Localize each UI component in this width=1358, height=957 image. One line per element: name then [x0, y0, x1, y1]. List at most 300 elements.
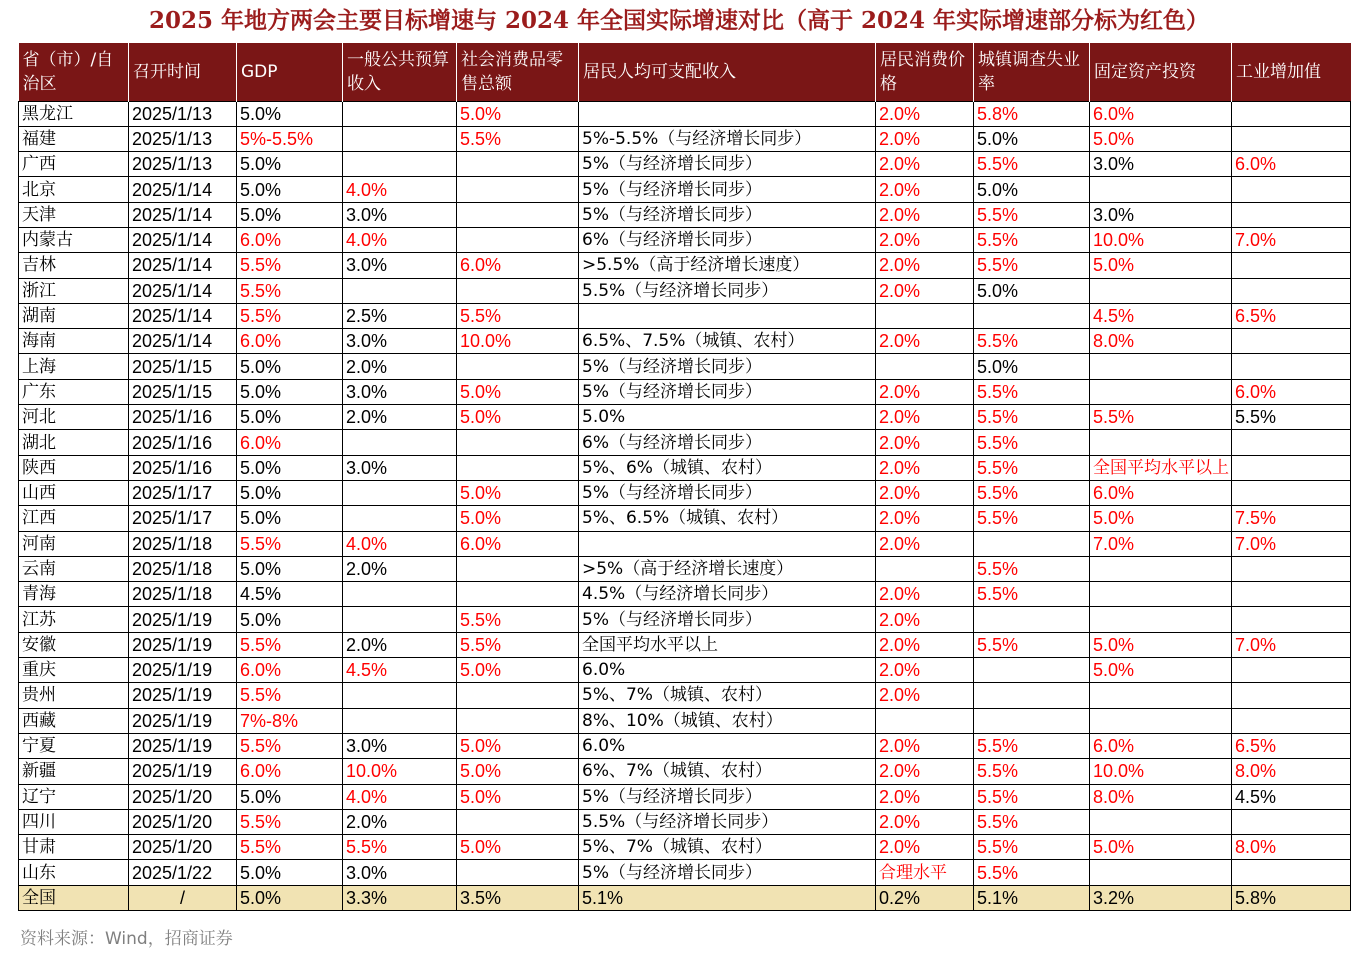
cell-industrial-value [1232, 278, 1351, 303]
cell-cpi: 2.0% [876, 683, 974, 708]
table-row [19, 177, 1351, 202]
cell-fixed-investment: 6.0% [1090, 480, 1232, 505]
cell-industrial-value: 7.0% [1232, 632, 1351, 657]
cell-province: 河南 [19, 531, 129, 556]
cell-cpi: 2.0% [876, 480, 974, 505]
cell-disposable-income: 全国平均水平以上 [579, 632, 876, 657]
cell-fixed-investment: 4.5% [1090, 303, 1232, 328]
cell-retail-sales: 5.5% [457, 126, 579, 151]
cell-province: 湖南 [19, 303, 129, 328]
cell-date: 2025/1/19 [129, 683, 237, 708]
cell-cpi: 2.0% [876, 607, 974, 632]
cell-retail-sales [457, 354, 579, 379]
cell-industrial-value [1232, 860, 1351, 885]
header-cpi: 居民消费价格 [876, 43, 974, 101]
cell-fixed-investment: 全国平均水平以上 [1090, 455, 1232, 480]
cell-date: 2025/1/19 [129, 632, 237, 657]
cell-date: 2025/1/13 [129, 152, 237, 177]
cell-unemployment: 5.5% [974, 733, 1090, 758]
cell-fixed-investment: 3.0% [1090, 202, 1232, 227]
cell-retail-sales: 5.0% [457, 733, 579, 758]
cell-province: 新疆 [19, 759, 129, 784]
source-note: 资料来源：Wind，招商证券 [20, 929, 233, 949]
cell-retail-sales [457, 177, 579, 202]
cell-cpi: 2.0% [876, 658, 974, 683]
cell-budget-revenue: 4.5% [343, 658, 457, 683]
cell-gdp: 5.5% [237, 632, 343, 657]
total-cell-date: / [129, 885, 237, 910]
cell-industrial-value [1232, 126, 1351, 151]
cell-fixed-investment [1090, 379, 1232, 404]
cell-budget-revenue [343, 582, 457, 607]
cell-cpi: 2.0% [876, 809, 974, 834]
cell-province: 陕西 [19, 455, 129, 480]
cell-industrial-value [1232, 658, 1351, 683]
cell-retail-sales [457, 860, 579, 885]
cell-budget-revenue: 3.0% [343, 329, 457, 354]
cell-industrial-value [1232, 329, 1351, 354]
cell-gdp: 6.0% [237, 227, 343, 252]
table-row [19, 329, 1351, 354]
table-row [19, 430, 1351, 455]
cell-retail-sales: 5.0% [457, 405, 579, 430]
cell-retail-sales [457, 683, 579, 708]
cell-date: 2025/1/20 [129, 835, 237, 860]
cell-industrial-value [1232, 101, 1351, 126]
cell-gdp: 6.0% [237, 759, 343, 784]
cell-gdp: 5.5% [237, 531, 343, 556]
cell-gdp: 5%-5.5% [237, 126, 343, 151]
cell-province: 吉林 [19, 253, 129, 278]
cell-budget-revenue: 4.0% [343, 227, 457, 252]
cell-industrial-value [1232, 683, 1351, 708]
cell-unemployment: 5.8% [974, 101, 1090, 126]
cell-date: 2025/1/18 [129, 556, 237, 581]
cell-cpi: 2.0% [876, 759, 974, 784]
cell-gdp: 5.5% [237, 278, 343, 303]
cell-industrial-value [1232, 202, 1351, 227]
cell-disposable-income: 5%、6%（城镇、农村） [579, 455, 876, 480]
cell-unemployment: 5.5% [974, 784, 1090, 809]
cell-fixed-investment: 5.0% [1090, 632, 1232, 657]
table-row [19, 632, 1351, 657]
cell-budget-revenue: 3.0% [343, 733, 457, 758]
cell-unemployment: 5.5% [974, 835, 1090, 860]
cell-gdp: 5.0% [237, 556, 343, 581]
table-row [19, 278, 1351, 303]
cell-gdp: 5.0% [237, 379, 343, 404]
cell-unemployment: 5.0% [974, 177, 1090, 202]
table-row [19, 480, 1351, 505]
cell-date: 2025/1/14 [129, 253, 237, 278]
total-cell-retail-sales: 3.5% [457, 885, 579, 910]
cell-budget-revenue: 2.0% [343, 556, 457, 581]
cell-gdp: 5.5% [237, 303, 343, 328]
cell-unemployment: 5.5% [974, 506, 1090, 531]
cell-cpi: 2.0% [876, 329, 974, 354]
cell-gdp: 5.0% [237, 177, 343, 202]
cell-date: 2025/1/14 [129, 202, 237, 227]
cell-cpi: 2.0% [876, 202, 974, 227]
cell-industrial-value: 6.5% [1232, 733, 1351, 758]
cell-budget-revenue [343, 708, 457, 733]
cell-budget-revenue: 3.0% [343, 379, 457, 404]
cell-fixed-investment: 5.0% [1090, 126, 1232, 151]
cell-unemployment: 5.5% [974, 405, 1090, 430]
cell-budget-revenue: 4.0% [343, 531, 457, 556]
cell-budget-revenue [343, 480, 457, 505]
cell-budget-revenue: 2.0% [343, 632, 457, 657]
cell-disposable-income: 5.5%（与经济增长同步） [579, 278, 876, 303]
cell-unemployment: 5.0% [974, 126, 1090, 151]
table-row [19, 556, 1351, 581]
cell-fixed-investment: 6.0% [1090, 101, 1232, 126]
cell-date: 2025/1/19 [129, 759, 237, 784]
cell-disposable-income: 5%（与经济增长同步） [579, 202, 876, 227]
cell-cpi [876, 556, 974, 581]
cell-province: 甘肃 [19, 835, 129, 860]
cell-budget-revenue [343, 126, 457, 151]
cell-gdp: 5.5% [237, 733, 343, 758]
cell-industrial-value [1232, 455, 1351, 480]
cell-province: 安徽 [19, 632, 129, 657]
cell-industrial-value: 7.0% [1232, 227, 1351, 252]
header-date: 召开时间 [129, 43, 237, 101]
cell-disposable-income: 6.0% [579, 658, 876, 683]
cell-province: 江西 [19, 506, 129, 531]
cell-budget-revenue: 5.5% [343, 835, 457, 860]
cell-industrial-value: 4.5% [1232, 784, 1351, 809]
cell-retail-sales [457, 708, 579, 733]
cell-province: 黑龙江 [19, 101, 129, 126]
cell-date: 2025/1/14 [129, 278, 237, 303]
cell-disposable-income: 5%、7%（城镇、农村） [579, 835, 876, 860]
cell-province: 山西 [19, 480, 129, 505]
cell-unemployment: 5.5% [974, 455, 1090, 480]
cell-date: 2025/1/20 [129, 809, 237, 834]
cell-industrial-value [1232, 177, 1351, 202]
header-disposable-income: 居民人均可支配收入 [579, 43, 876, 101]
cell-disposable-income: 4.5%（与经济增长同步） [579, 582, 876, 607]
cell-budget-revenue [343, 430, 457, 455]
cell-unemployment: 5.5% [974, 430, 1090, 455]
total-cell-budget-revenue: 3.3% [343, 885, 457, 910]
cell-gdp: 5.0% [237, 607, 343, 632]
cell-date: 2025/1/17 [129, 480, 237, 505]
cell-unemployment [974, 531, 1090, 556]
chart-title: 2025 年地方两会主要目标增速与 2024 年全国实际增速对比（高于 2024 年实际增速部分标为红色） [148, 7, 1210, 34]
cell-retail-sales [457, 809, 579, 834]
cell-retail-sales: 5.5% [457, 632, 579, 657]
cell-province: 辽宁 [19, 784, 129, 809]
cell-gdp: 5.0% [237, 506, 343, 531]
cell-disposable-income: 5%（与经济增长同步） [579, 379, 876, 404]
cell-cpi: 2.0% [876, 101, 974, 126]
cell-cpi: 2.0% [876, 177, 974, 202]
table-row [19, 202, 1351, 227]
cell-unemployment: 5.5% [974, 556, 1090, 581]
cell-industrial-value [1232, 253, 1351, 278]
cell-retail-sales [457, 202, 579, 227]
cell-industrial-value [1232, 480, 1351, 505]
cell-gdp: 5.0% [237, 455, 343, 480]
cell-date: 2025/1/13 [129, 101, 237, 126]
cell-gdp: 6.0% [237, 658, 343, 683]
table-row [19, 835, 1351, 860]
cell-fixed-investment [1090, 582, 1232, 607]
cell-gdp: 5.0% [237, 860, 343, 885]
cell-unemployment: 5.0% [974, 278, 1090, 303]
cell-retail-sales: 5.5% [457, 607, 579, 632]
cell-unemployment [974, 658, 1090, 683]
header-fixed-investment: 固定资产投资 [1090, 43, 1232, 101]
cell-gdp: 6.0% [237, 329, 343, 354]
cell-province: 北京 [19, 177, 129, 202]
cell-province: 海南 [19, 329, 129, 354]
cell-industrial-value [1232, 607, 1351, 632]
cell-budget-revenue: 3.0% [343, 202, 457, 227]
cell-fixed-investment [1090, 354, 1232, 379]
cell-retail-sales: 6.0% [457, 531, 579, 556]
cell-fixed-investment [1090, 278, 1232, 303]
total-cell-unemployment: 5.1% [974, 885, 1090, 910]
cell-date: 2025/1/14 [129, 177, 237, 202]
cell-cpi: 2.0% [876, 733, 974, 758]
cell-province: 广东 [19, 379, 129, 404]
table-row [19, 253, 1351, 278]
cell-retail-sales: 5.0% [457, 101, 579, 126]
cell-fixed-investment: 5.0% [1090, 658, 1232, 683]
cell-cpi [876, 354, 974, 379]
cell-retail-sales: 5.0% [457, 759, 579, 784]
cell-fixed-investment: 5.0% [1090, 253, 1232, 278]
cell-cpi [876, 708, 974, 733]
cell-fixed-investment [1090, 556, 1232, 581]
cell-date: 2025/1/14 [129, 227, 237, 252]
cell-disposable-income: 5%（与经济增长同步） [579, 177, 876, 202]
cell-province: 四川 [19, 809, 129, 834]
cell-gdp: 5.0% [237, 784, 343, 809]
cell-unemployment: 5.5% [974, 379, 1090, 404]
cell-retail-sales [457, 152, 579, 177]
cell-budget-revenue: 4.0% [343, 177, 457, 202]
cell-fixed-investment: 6.0% [1090, 733, 1232, 758]
table-row [19, 405, 1351, 430]
cell-fixed-investment: 5.0% [1090, 835, 1232, 860]
cell-industrial-value [1232, 582, 1351, 607]
total-row [19, 885, 1351, 910]
cell-fixed-investment [1090, 430, 1232, 455]
cell-province: 江苏 [19, 607, 129, 632]
cell-fixed-investment: 5.5% [1090, 405, 1232, 430]
cell-budget-revenue: 3.0% [343, 455, 457, 480]
cell-fixed-investment: 10.0% [1090, 227, 1232, 252]
table-row [19, 733, 1351, 758]
cell-fixed-investment: 8.0% [1090, 329, 1232, 354]
cell-unemployment: 5.5% [974, 329, 1090, 354]
table-row [19, 658, 1351, 683]
cell-retail-sales [457, 227, 579, 252]
cell-gdp: 5.0% [237, 152, 343, 177]
cell-unemployment: 5.5% [974, 582, 1090, 607]
table-row [19, 354, 1351, 379]
cell-cpi [876, 303, 974, 328]
cell-retail-sales: 5.0% [457, 835, 579, 860]
cell-date: 2025/1/16 [129, 455, 237, 480]
header-industrial-value: 工业增加值 [1232, 43, 1351, 101]
cell-cpi: 2.0% [876, 632, 974, 657]
cell-province: 天津 [19, 202, 129, 227]
cell-gdp: 5.0% [237, 405, 343, 430]
cell-province: 重庆 [19, 658, 129, 683]
cell-unemployment: 5.0% [974, 354, 1090, 379]
cell-date: 2025/1/15 [129, 379, 237, 404]
cell-date: 2025/1/13 [129, 126, 237, 151]
cell-date: 2025/1/17 [129, 506, 237, 531]
cell-unemployment [974, 683, 1090, 708]
header-budget-revenue: 一般公共预算收入 [343, 43, 457, 101]
cell-budget-revenue: 4.0% [343, 784, 457, 809]
cell-disposable-income: 5%-5.5%（与经济增长同步） [579, 126, 876, 151]
cell-unemployment [974, 708, 1090, 733]
table-body [19, 101, 1351, 911]
cell-gdp: 5.0% [237, 101, 343, 126]
table-row [19, 683, 1351, 708]
cell-fixed-investment [1090, 708, 1232, 733]
cell-industrial-value [1232, 430, 1351, 455]
cell-fixed-investment: 10.0% [1090, 759, 1232, 784]
cell-budget-revenue: 3.0% [343, 253, 457, 278]
total-cell-province: 全国 [19, 885, 129, 910]
table-row [19, 531, 1351, 556]
cell-gdp: 5.0% [237, 354, 343, 379]
cell-industrial-value: 6.0% [1232, 152, 1351, 177]
cell-industrial-value: 8.0% [1232, 835, 1351, 860]
cell-unemployment: 5.5% [974, 253, 1090, 278]
cell-unemployment [974, 607, 1090, 632]
cell-province: 浙江 [19, 278, 129, 303]
cell-cpi: 2.0% [876, 430, 974, 455]
table-row [19, 607, 1351, 632]
cell-province: 山东 [19, 860, 129, 885]
table-row [19, 506, 1351, 531]
cell-date: 2025/1/15 [129, 354, 237, 379]
header-retail-sales: 社会消费品零售总额 [457, 43, 579, 101]
cell-unemployment: 5.5% [974, 227, 1090, 252]
cell-cpi: 2.0% [876, 455, 974, 480]
cell-date: 2025/1/19 [129, 658, 237, 683]
cell-budget-revenue: 10.0% [343, 759, 457, 784]
table-row [19, 809, 1351, 834]
table-row [19, 227, 1351, 252]
cell-disposable-income [579, 303, 876, 328]
cell-retail-sales: 5.0% [457, 784, 579, 809]
cell-cpi: 2.0% [876, 582, 974, 607]
cell-cpi: 2.0% [876, 531, 974, 556]
cell-province: 广西 [19, 152, 129, 177]
cell-cpi: 2.0% [876, 506, 974, 531]
cell-retail-sales: 6.0% [457, 253, 579, 278]
cell-date: 2025/1/19 [129, 607, 237, 632]
cell-date: 2025/1/20 [129, 784, 237, 809]
table-row [19, 759, 1351, 784]
cell-cpi: 2.0% [876, 253, 974, 278]
cell-unemployment: 5.5% [974, 809, 1090, 834]
table-row [19, 101, 1351, 126]
cell-disposable-income: 5%（与经济增长同步） [579, 860, 876, 885]
cell-province: 福建 [19, 126, 129, 151]
table-row [19, 860, 1351, 885]
cell-cpi: 2.0% [876, 784, 974, 809]
cell-date: 2025/1/16 [129, 405, 237, 430]
cell-retail-sales: 5.0% [457, 506, 579, 531]
cell-unemployment: 5.5% [974, 632, 1090, 657]
cell-disposable-income: 5.5%（与经济增长同步） [579, 809, 876, 834]
cell-retail-sales: 5.0% [457, 480, 579, 505]
cell-industrial-value [1232, 708, 1351, 733]
cell-industrial-value [1232, 354, 1351, 379]
cell-gdp: 5.0% [237, 480, 343, 505]
cell-cpi: 2.0% [876, 835, 974, 860]
cell-cpi: 2.0% [876, 152, 974, 177]
total-cell-disposable-income: 5.1% [579, 885, 876, 910]
cell-gdp: 5.5% [237, 253, 343, 278]
cell-unemployment [974, 303, 1090, 328]
cell-cpi: 2.0% [876, 405, 974, 430]
cell-gdp: 7%-8% [237, 708, 343, 733]
cell-industrial-value: 7.0% [1232, 531, 1351, 556]
cell-disposable-income: 5%（与经济增长同步） [579, 480, 876, 505]
cell-industrial-value: 5.5% [1232, 405, 1351, 430]
cell-industrial-value: 8.0% [1232, 759, 1351, 784]
cell-retail-sales [457, 556, 579, 581]
total-cell-gdp: 5.0% [237, 885, 343, 910]
cell-fixed-investment: 8.0% [1090, 784, 1232, 809]
cell-disposable-income: >5.5%（高于经济增长速度） [579, 253, 876, 278]
cell-budget-revenue [343, 278, 457, 303]
cell-budget-revenue [343, 683, 457, 708]
cell-disposable-income: 5%（与经济增长同步） [579, 607, 876, 632]
cell-industrial-value [1232, 809, 1351, 834]
cell-budget-revenue: 3.0% [343, 860, 457, 885]
cell-disposable-income: 5%（与经济增长同步） [579, 784, 876, 809]
cell-cpi: 2.0% [876, 126, 974, 151]
cell-fixed-investment: 5.0% [1090, 506, 1232, 531]
cell-fixed-investment [1090, 607, 1232, 632]
cell-budget-revenue: 2.0% [343, 809, 457, 834]
cell-industrial-value [1232, 556, 1351, 581]
cell-date: 2025/1/14 [129, 303, 237, 328]
cell-cpi: 2.0% [876, 278, 974, 303]
cell-retail-sales [457, 582, 579, 607]
header-gdp: GDP [237, 43, 343, 101]
table-row [19, 152, 1351, 177]
cell-budget-revenue [343, 101, 457, 126]
table-row [19, 708, 1351, 733]
cell-fixed-investment: 7.0% [1090, 531, 1232, 556]
cell-province: 上海 [19, 354, 129, 379]
cell-fixed-investment: 3.0% [1090, 152, 1232, 177]
cell-fixed-investment [1090, 809, 1232, 834]
table-row [19, 455, 1351, 480]
total-cell-cpi: 0.2% [876, 885, 974, 910]
cell-budget-revenue [343, 506, 457, 531]
cell-budget-revenue: 2.0% [343, 354, 457, 379]
cell-date: 2025/1/14 [129, 329, 237, 354]
cell-retail-sales: 10.0% [457, 329, 579, 354]
cell-retail-sales: 5.0% [457, 658, 579, 683]
cell-retail-sales: 5.5% [457, 303, 579, 328]
